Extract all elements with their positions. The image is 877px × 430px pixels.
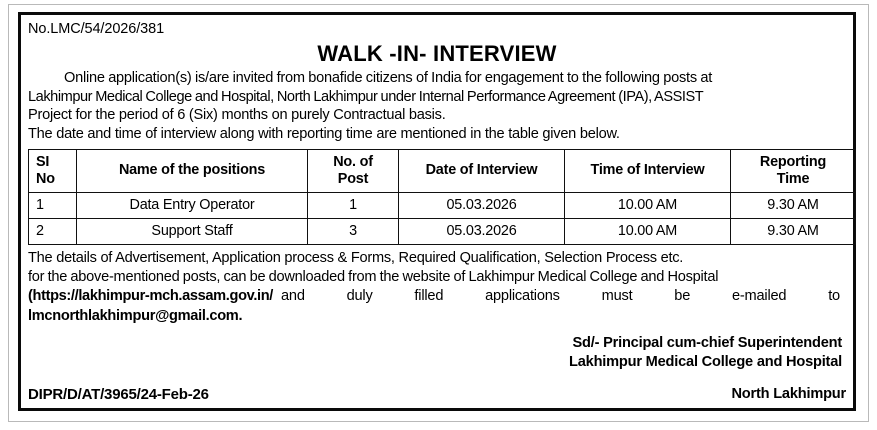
details-block [28,249,846,326]
header-date-of-interview: Date of Interview [399,150,565,193]
cell-sl: 1 [29,193,77,219]
header-position-name: Name of the positions [77,150,308,193]
cell-time: 10.00 AM [565,219,731,245]
header-reporting-time [731,150,856,193]
details-line-2 [28,268,846,287]
intro-line-2: Lakhimpur Medical College and Hospital, North Lakhimpur under Internal Performance Agreement (IPA), ASSIST [28,88,704,105]
word-and: and [281,288,305,305]
word-filled: filled [414,288,444,305]
dipr-reference: DIPR/D/AT/3965/24-Feb-26 [28,386,209,403]
intro-line-1: Online application(s) is/are invited from bonafide citizens of India for engagement to the following posts at [64,70,713,86]
cell-posts: 1 [308,193,399,219]
reference-number: No.LMC/54/2026/381 [28,21,165,37]
website-line-trailing-words [273,287,846,307]
table-header [29,150,856,193]
positions-table [28,149,856,245]
signature-institution: Lakhimpur Medical College and Hospital [569,353,842,370]
intro-paragraph-line2 [28,88,846,107]
word-duly: duly [346,288,373,305]
header-rep-line1: Reporting [759,153,827,170]
table-header-row [29,150,856,193]
header-time-of-interview: Time of Interview [565,150,731,193]
header-post-line1: No. of [333,153,373,170]
page-title: WALK -IN- INTERVIEW [317,41,557,66]
word-emailed: e-mailed [731,288,787,305]
cell-sl: 2 [29,219,77,245]
intro-paragraph-line3 [28,106,846,125]
header-no-of-post [308,150,399,193]
website-url[interactable]: (https://lakhimpur-mch.assam.gov.in/ [28,288,273,305]
details-line-1 [28,249,846,268]
table-intro-text: The date and time of interview along with reporting time are mentioned in the table given below. [28,126,620,143]
intro-line-3: Project for the period of 6 (Six) months on purely Contractual basis. [28,107,446,124]
cell-posts: 3 [308,219,399,245]
details-text-2: for the above-mentioned posts, can be downloaded from the website of Lakhimpur Medical College and Hospital [28,269,719,286]
cell-reporting: 9.30 AM [731,193,856,219]
notice-content [21,15,853,408]
header-post-line2: Post [337,171,369,188]
cell-date: 05.03.2026 [399,193,565,219]
signature-location: North Lakhimpur [731,386,846,402]
signature-block [28,334,846,371]
table-body [29,193,856,245]
header-sl-line2: No [36,171,55,188]
details-text-1: The details of Advertisement, Application process & Forms, Required Qualification, Selection Process etc. [28,250,684,267]
cell-reporting: 9.30 AM [731,219,856,245]
cell-time: 10.00 AM [565,193,731,219]
table-row [29,193,856,219]
word-to: to [828,288,840,305]
footer-row [28,385,846,404]
intro-paragraph [28,69,846,88]
cell-position: Support Staff [77,219,308,245]
header-sl-line1: SI [36,153,50,170]
word-must: must [601,288,633,305]
header-rep-line2: Time [776,171,810,188]
notice-frame [18,12,856,411]
word-applications: applications [485,288,560,305]
cell-position: Data Entry Operator [77,193,308,219]
email-address[interactable]: lmcnorthlakhimpur@gmail.com. [28,307,243,324]
cell-date: 05.03.2026 [399,219,565,245]
website-line [28,287,846,307]
table-row [29,219,856,245]
signature-designation: Sd/- Principal cum-chief Superintendent [572,335,842,352]
word-be: be [674,288,691,305]
header-sl-no [29,150,77,193]
table-intro-paragraph [28,125,846,144]
